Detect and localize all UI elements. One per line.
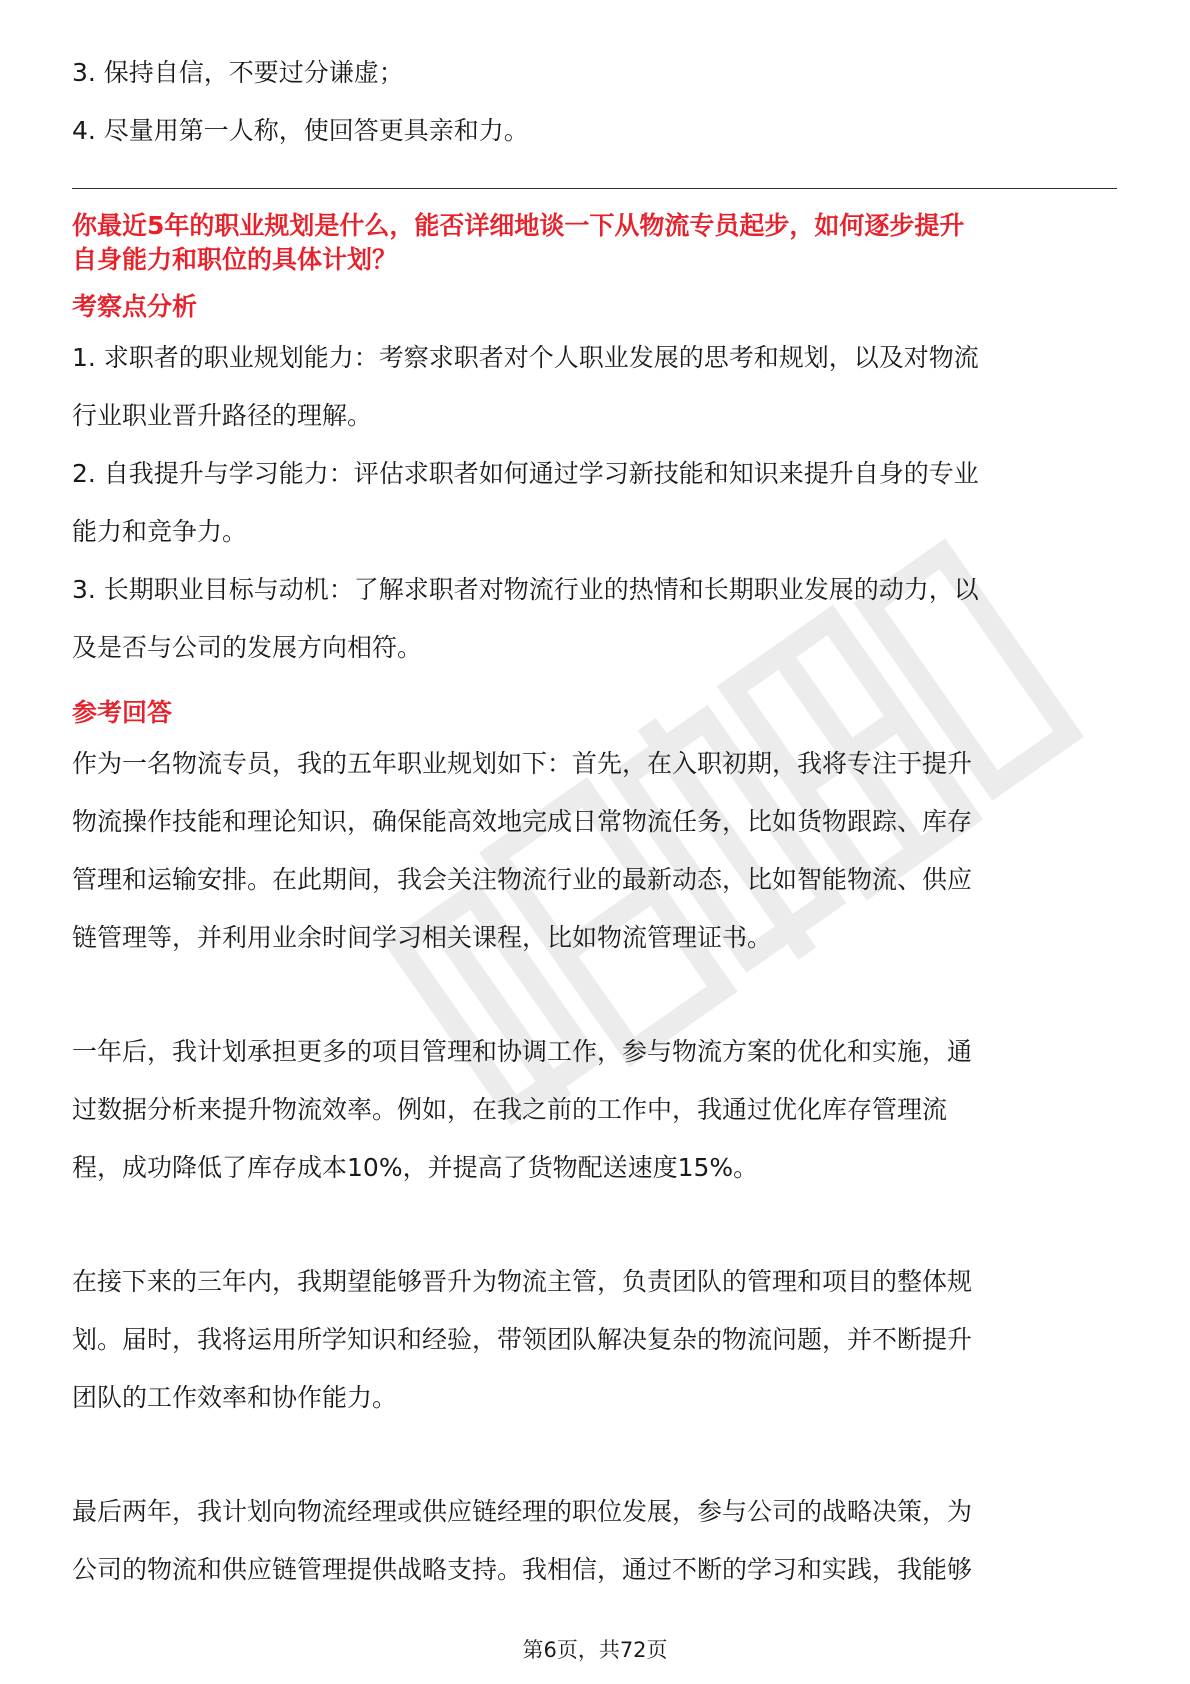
analysis-item-line: 1. 求职者的职业规划能力：考察求职者对个人职业发展的思考和规划，以及对物流 — [72, 343, 979, 372]
answer-title: 参考回答 — [72, 698, 173, 727]
answer-line: 作为一名物流专员，我的五年职业规划如下：首先，在入职初期，我将专注于提升 — [72, 749, 973, 778]
list-item: 3. 保持自信，不要过分谦虚； — [72, 58, 404, 87]
answer-paragraph — [72, 735, 1117, 967]
answer-line: 程，成功降低了库存成本10%，并提高了货物配送速度15%。 — [72, 1153, 759, 1182]
content-area — [72, 44, 1117, 1599]
analysis-item-line: 行业职业晋升路径的理解。 — [72, 401, 373, 430]
section-divider — [72, 188, 1117, 189]
answer-line: 管理和运输安排。在此期间，我会关注物流行业的最新动态，比如智能物流、供应 — [72, 865, 973, 894]
answer-line: 一年后，我计划承担更多的项目管理和协调工作，参与物流方案的优化和实施，通 — [72, 1037, 973, 1066]
question-line: 你最近5年的职业规划是什么，能否详细地谈一下从物流专员起步，如何逐步提升 — [72, 211, 965, 240]
answer-paragraph — [72, 1023, 1117, 1197]
answer-line: 公司的物流和供应链管理提供战略支持。我相信，通过不断的学习和实践，我能够 — [72, 1555, 973, 1584]
answer-line: 划。届时，我将运用所学知识和经验，带领团队解决复杂的物流问题，并不断提升 — [72, 1325, 973, 1354]
page-number: 第6页，共72页 — [522, 1638, 668, 1662]
analysis-list — [72, 329, 1117, 677]
analysis-item-line: 能力和竞争力。 — [72, 517, 248, 546]
answer-line: 最后两年，我计划向物流经理或供应链经理的职位发展，参与公司的战略决策，为 — [72, 1497, 973, 1526]
list-item: 4. 尽量用第一人称，使回答更具亲和力。 — [72, 116, 529, 145]
answer-paragraph — [72, 1253, 1117, 1427]
analysis-item-line: 2. 自我提升与学习能力：评估求职者如何通过学习新技能和知识来提升自身的专业 — [72, 459, 979, 488]
analysis-item-line: 及是否与公司的发展方向相符。 — [72, 633, 423, 662]
answer-paragraph — [72, 1483, 1117, 1599]
answer-body — [72, 735, 1117, 1599]
question-line: 自身能力和职位的具体计划？ — [72, 245, 398, 274]
answer-line: 团队的工作效率和协作能力。 — [72, 1383, 398, 1412]
question-heading — [72, 209, 1117, 277]
analysis-title: 考察点分析 — [72, 292, 198, 321]
answer-line: 在接下来的三年内，我期望能够晋升为物流主管，负责团队的管理和项目的整体规 — [72, 1267, 973, 1296]
analysis-item-line: 3. 长期职业目标与动机：了解求职者对物流行业的热情和长期职业发展的动力，以 — [72, 575, 979, 604]
answer-line: 物流操作技能和理论知识，确保能高效地完成日常物流任务，比如货物跟踪、库存 — [72, 807, 973, 836]
answer-line: 链管理等，并利用业余时间学习相关课程，比如物流管理证书。 — [72, 923, 773, 952]
answer-line: 过数据分析来提升物流效率。例如，在我之前的工作中，我通过优化库存管理流 — [72, 1095, 948, 1124]
